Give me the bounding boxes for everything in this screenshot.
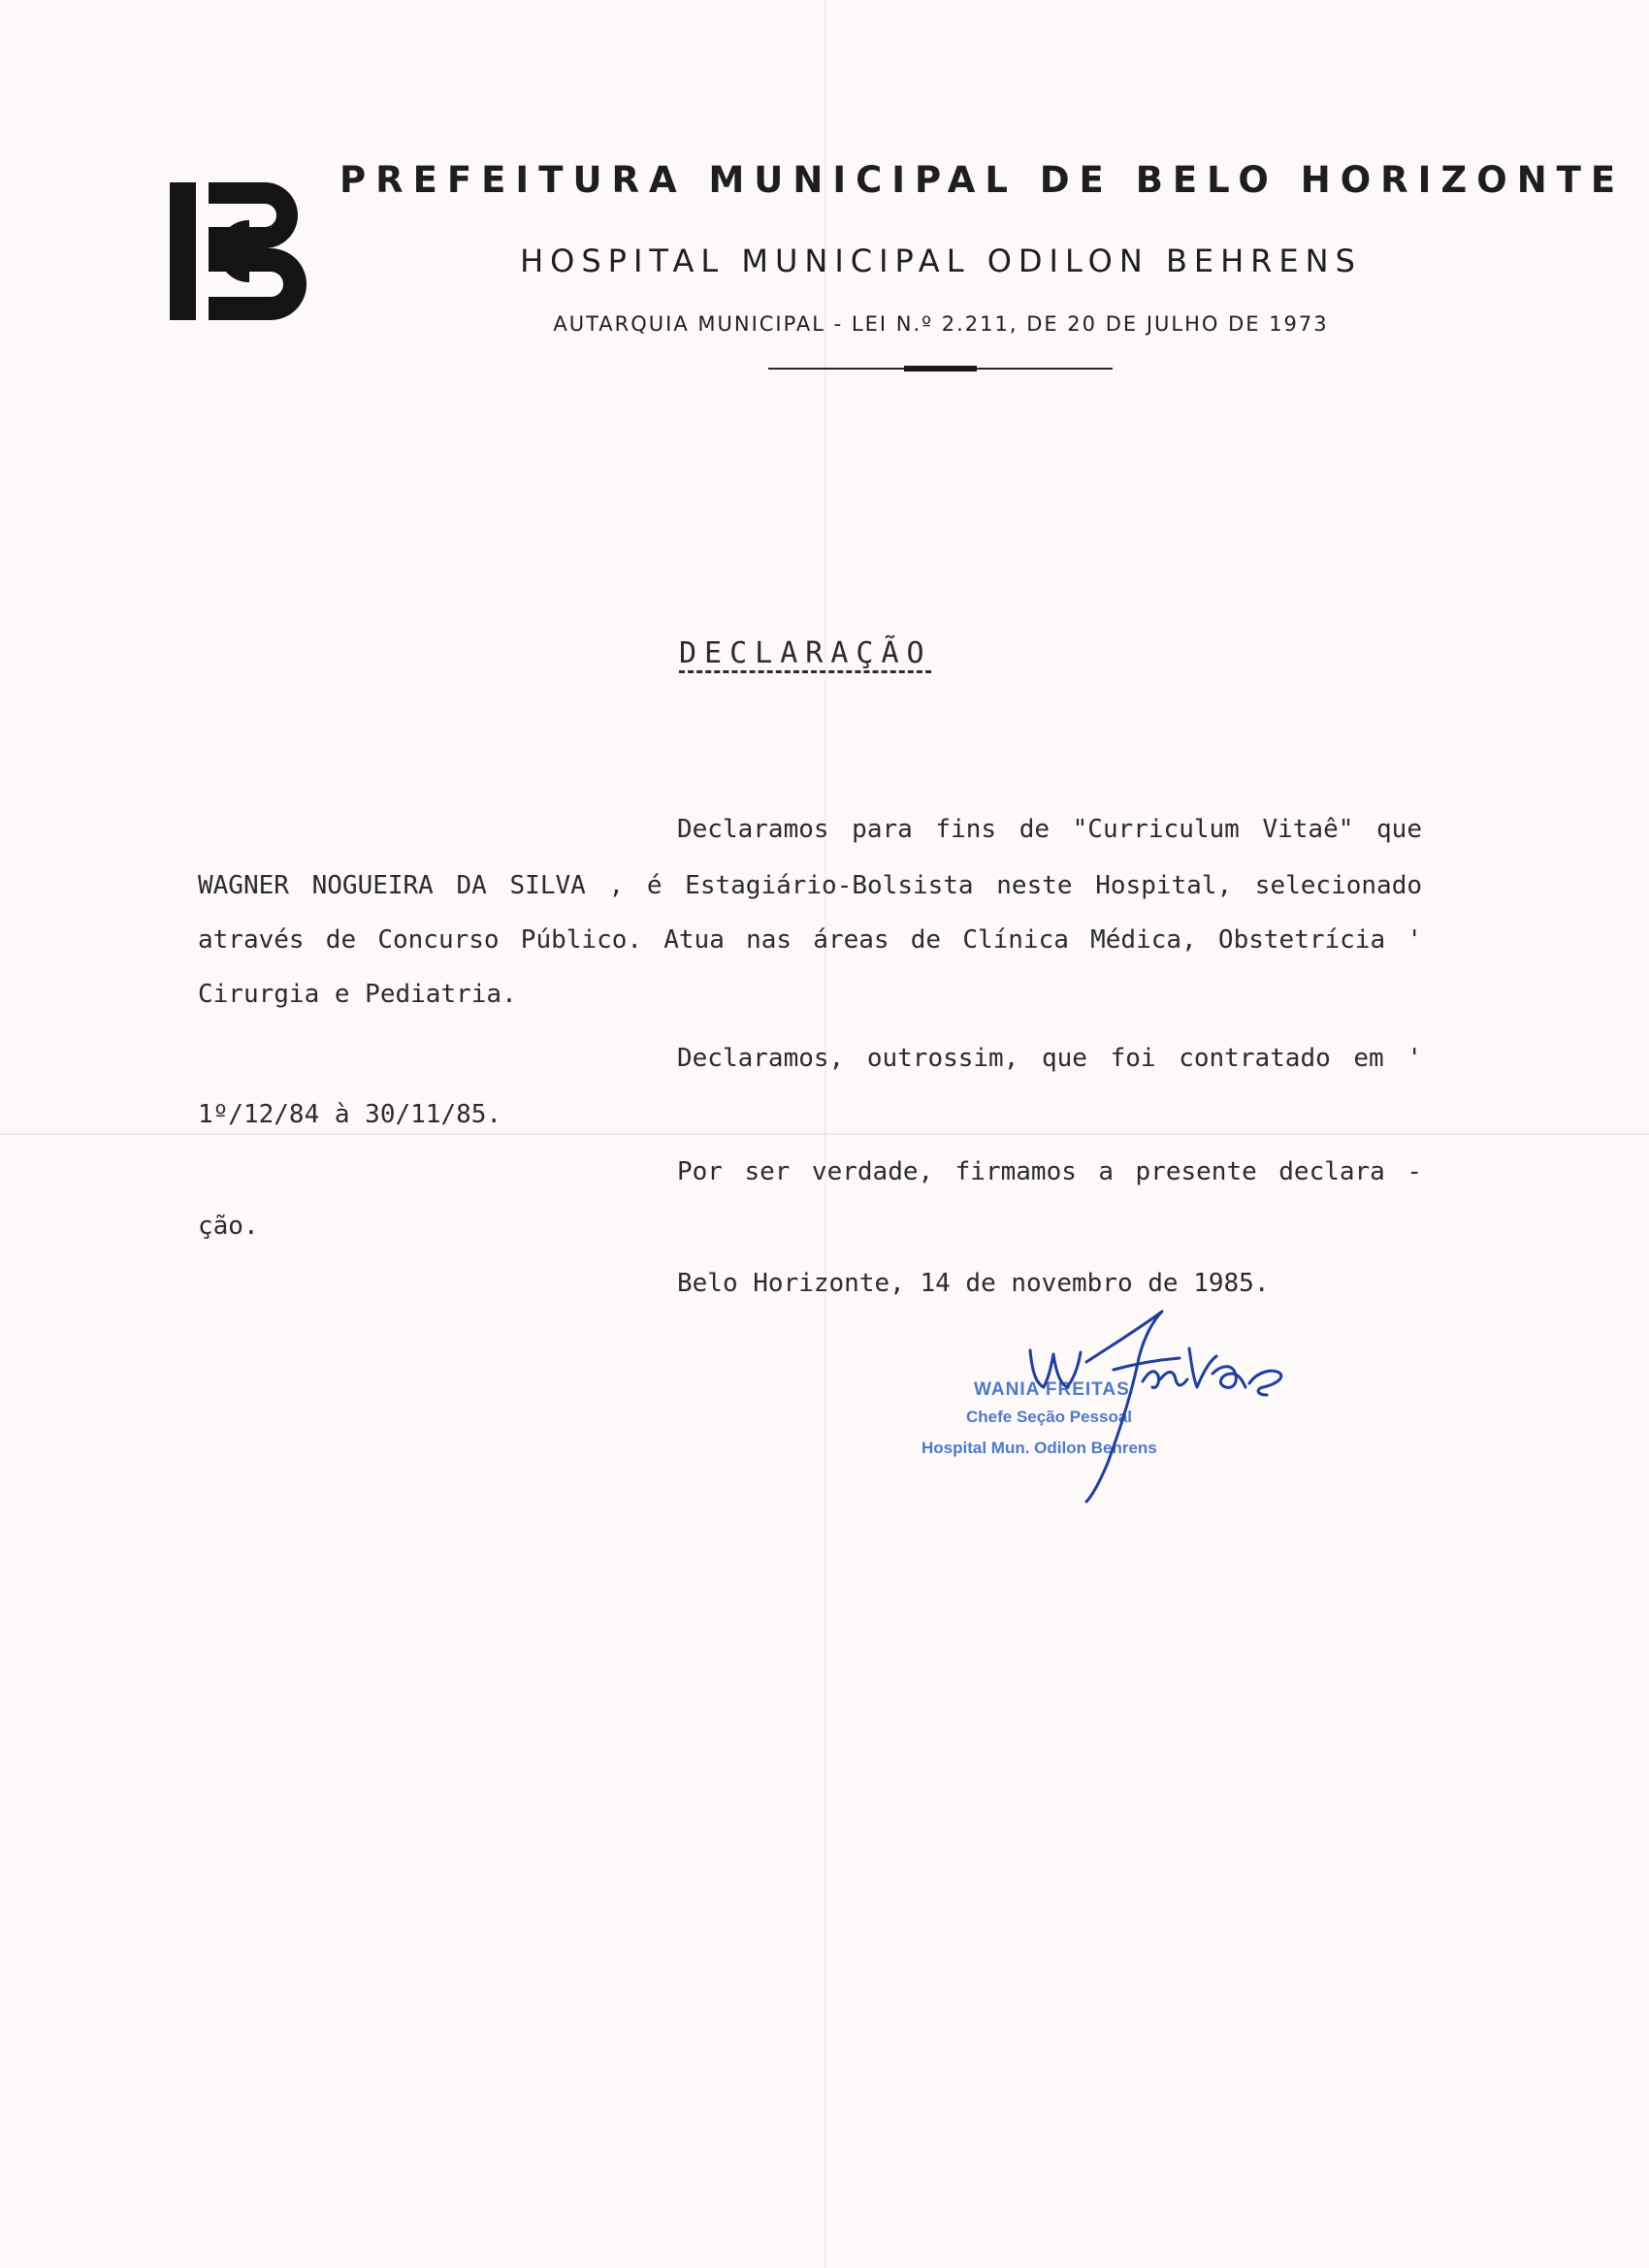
body-line: Declaramos para fins de "Curriculum Vitaê" que xyxy=(677,815,1422,844)
stamp-role: Chefe Seção Pessoal xyxy=(966,1408,1133,1426)
body-line: Declaramos, outrossim, que foi contratado em ' xyxy=(677,1044,1422,1073)
stamp-name: WANIA FREITAS xyxy=(974,1379,1130,1400)
date-line: Belo Horizonte, 14 de novembro de 1985. xyxy=(677,1269,1270,1298)
letterhead-rule-accent xyxy=(904,366,977,372)
body-line: Por ser verdade, firmamos a presente declara - xyxy=(677,1157,1422,1186)
letterhead-line-2: HOSPITAL MUNICIPAL ODILON BEHRENS xyxy=(520,243,1362,279)
document-title: DECLARAÇÃO xyxy=(679,636,932,670)
hospital-logo xyxy=(170,182,315,320)
body-line: através de Concurso Público. Atua nas áreas de Clínica Médica, Obstetrícia ' xyxy=(198,925,1422,955)
handwritten-signature xyxy=(989,1290,1290,1513)
body-line: WAGNER NOGUEIRA DA SILVA , é Estagiário-Bolsista neste Hospital, selecionado xyxy=(198,871,1422,900)
body-line: 1º/12/84 à 30/11/85. xyxy=(198,1100,502,1129)
body-line: Cirurgia e Pediatria. xyxy=(198,980,517,1009)
paper-fold xyxy=(824,0,826,2268)
body-line: ção. xyxy=(198,1212,259,1241)
stamp-institution: Hospital Mun. Odilon Behrens xyxy=(922,1439,1157,1457)
letterhead-line-3: AUTARQUIA MUNICIPAL - LEI N.º 2.211, DE 20 DE JULHO DE 1973 xyxy=(553,312,1329,336)
letterhead-line-1: PREFEITURA MUNICIPAL DE BELO HORIZONTE xyxy=(340,159,1626,201)
